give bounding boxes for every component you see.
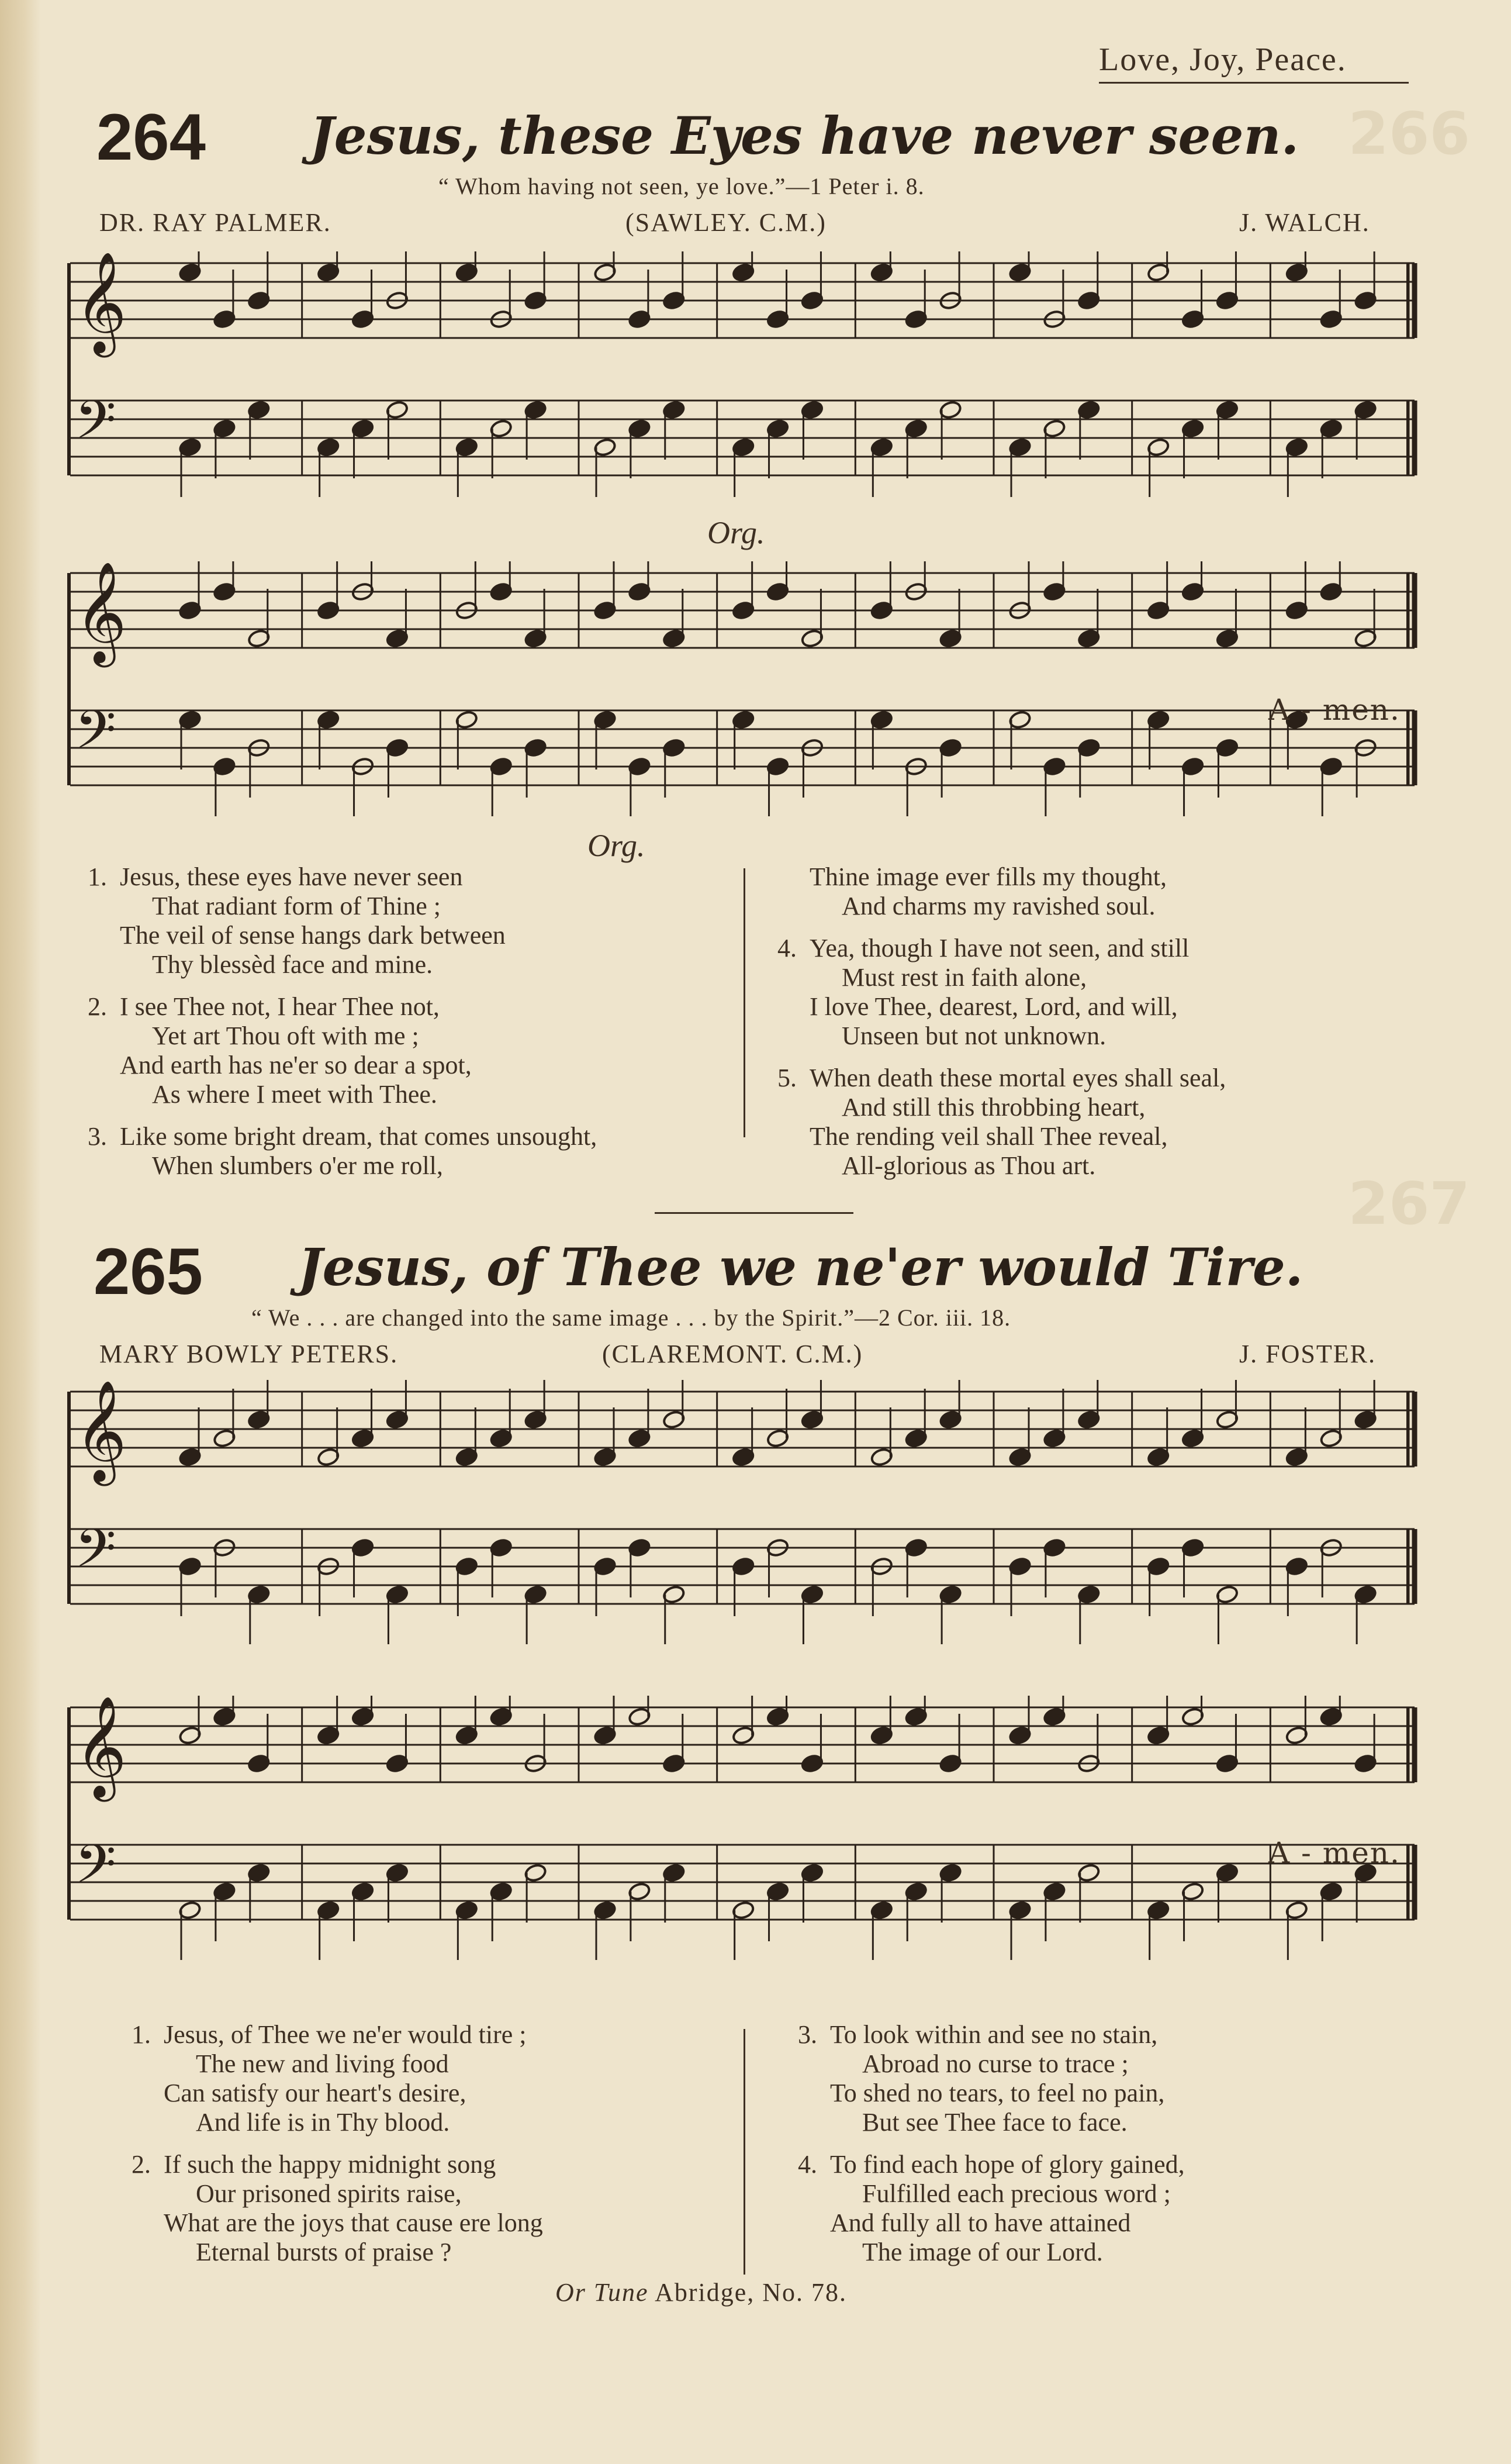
bass-staff [70,401,1415,475]
column-divider [744,868,745,1137]
verse-line: Thy blessèd face and mine. [152,950,433,979]
verse-line: Unseen but not unknown. [842,1022,1107,1050]
verse-line: When slumbers o'er me roll, [152,1151,443,1180]
hymn-author: MARY BOWLY PETERS. [99,1340,399,1368]
amen-text: A - men. [1268,693,1401,727]
treble-clef-icon: 𝄞 [75,1380,127,1482]
verse-number: 3. [798,2020,817,2049]
score-staves [64,1696,1420,1965]
column-divider [744,2029,745,2275]
music-system [64,1696,1420,1965]
alt-tune-prefix: Or Tune [555,2278,649,2307]
hymn-title: Jesus, of Thee we ne'er would Tire. [298,1237,1303,1297]
hymn-tune-name: (CLAREMONT. C.M.) [602,1340,863,1368]
verse-line: Yea, though I have not seen, and still [810,934,1190,962]
verse [88,992,731,1109]
hymn-author: DR. RAY PALMER. [99,208,331,237]
verse-number: 3. [88,1122,107,1151]
music-system [64,1380,1420,1649]
verse-line: And charms my ravished soul. [842,892,1156,920]
verses-column-right [777,862,1420,1193]
hymn-composer: J. WALCH. [1239,208,1370,237]
verse-line: As where I meet with Thee. [152,1080,437,1109]
verses-column-left [88,862,731,1193]
organ-marking: Org. [707,515,765,550]
amen-text: A - men. [1268,1836,1401,1870]
verse [798,2020,1412,2137]
verse-number: 1. [88,862,107,891]
verse [132,2020,745,2137]
verse-line: Jesus, of Thee we ne'er would tire ; [164,2020,527,2049]
music-system [64,251,1420,520]
verse-number: 2. [88,992,107,1021]
verse-line: The veil of sense hangs dark between [120,921,506,950]
hymn-composer: J. FOSTER. [1239,1340,1376,1368]
verse-line: Must rest in faith alone, [842,963,1087,992]
verse-number: 1. [132,2020,151,2049]
hymn-number: 265 [94,1235,203,1308]
bleed-through-number: 266 [1348,99,1470,168]
verse-line: To shed no tears, to feel no pain, [830,2079,1165,2107]
verse-continuation [777,862,1420,921]
verse-line: Thine image ever fills my thought, [810,862,1167,891]
verse-number: 4. [798,2150,817,2179]
verse-line: Fulfilled each precious word ; [862,2179,1171,2208]
verse-line: And still this throbbing heart, [842,1093,1146,1121]
verse-line: Our prisoned spirits raise, [196,2179,462,2208]
verse-line: The new and living food [196,2049,449,2078]
hymn-tune-name: (SAWLEY. C.M.) [625,208,827,237]
verse-line: I love Thee, dearest, Lord, and will, [810,992,1178,1021]
page-binding-edge [0,0,41,2464]
verses-column-right [798,2020,1412,2280]
bass-clef-icon: 𝄢 [75,1833,116,1908]
bass-staff [70,1845,1415,1920]
verse [798,2150,1412,2267]
hymn-epigraph: “ We . . . are changed into the same image . . . by the Spirit.”—2 Cor. iii. 18. [251,1305,1011,1331]
score-staves [64,561,1420,830]
hymn-epigraph: “ Whom having not seen, ye love.”—1 Peter i. 8. [438,173,925,199]
bass-clef-icon: 𝄢 [75,699,116,774]
verses-column-left [132,2020,745,2280]
verse-line: What are the joys that cause ere long [164,2208,543,2237]
score-staves [64,251,1420,520]
organ-marking: Org. [587,828,645,863]
verse-number: 5. [777,1064,797,1092]
verse-line: I see Thee not, I hear Thee not, [120,992,440,1021]
verse-line: Abroad no curse to trace ; [862,2049,1129,2078]
treble-clef-icon: 𝄞 [75,251,127,353]
bass-clef-icon: 𝄢 [75,389,116,464]
score-staves [64,1380,1420,1649]
alt-tune-text: Abridge, No. 78. [655,2278,848,2307]
verse-line: To find each hope of glory gained, [830,2150,1185,2179]
verse-line: And life is in Thy blood. [196,2108,450,2137]
section-divider [655,1212,853,1214]
verse-number: 2. [132,2150,151,2179]
verse-line: The rending veil shall Thee reveal, [810,1122,1168,1151]
verse-line: Like some bright dream, that comes unsought, [120,1122,597,1151]
verse-line: The image of our Lord. [862,2238,1103,2266]
treble-clef-icon: 𝄞 [75,561,127,663]
verse-number: 4. [777,934,797,962]
hymn-number: 264 [96,101,206,174]
bass-clef-icon: 𝄢 [75,1517,116,1592]
verse-line: And earth has ne'er so dear a spot, [120,1051,472,1079]
verse-line: Eternal bursts of praise ? [196,2238,452,2266]
running-head: Love, Joy, Peace. [1099,42,1347,78]
verse [88,1122,731,1181]
verse-line: All-glorious as Thou art. [842,1151,1096,1180]
verse-line: Jesus, these eyes have never seen [120,862,463,891]
verse-line: But see Thee face to face. [862,2108,1128,2137]
verse-line: Yet art Thou oft with me ; [152,1022,419,1050]
verse-line: If such the happy midnight song [164,2150,496,2179]
verse-line: That radiant form of Thine ; [152,892,441,920]
treble-clef-icon: 𝄞 [75,1696,127,1797]
running-head-rule [1099,82,1409,84]
verse [777,1064,1420,1181]
bleed-through-number: 267 [1348,1169,1470,1238]
alternative-tune-note [555,2277,847,2307]
verse [777,934,1420,1051]
verse-line: Can satisfy our heart's desire, [164,2079,466,2107]
treble-staff [70,1707,1415,1782]
verse-line: And fully all to have attained [830,2208,1131,2237]
verse [88,862,731,979]
verse-line: When death these mortal eyes shall seal, [810,1064,1226,1092]
verse-line: To look within and see no stain, [830,2020,1158,2049]
hymn-title: Jesus, these Eyes have never seen. [310,105,1299,166]
music-system [64,561,1420,830]
verse [132,2150,745,2267]
